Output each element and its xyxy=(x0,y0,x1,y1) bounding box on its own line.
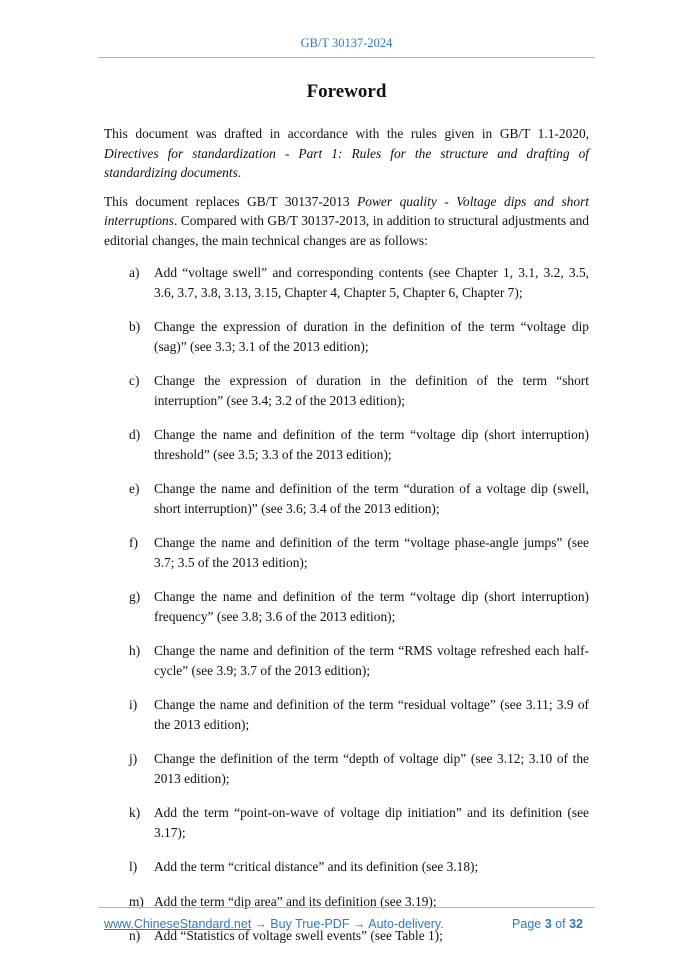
list-item xyxy=(104,371,589,410)
list-item xyxy=(104,695,589,734)
list-marker: i) xyxy=(129,697,138,712)
list-item-text: Change the name and definition of the term “RMS voltage refreshed each half-cycle” (see 3.9; 3.7 of the 2013 edition); xyxy=(154,643,589,678)
footer-divider xyxy=(98,907,595,908)
list-item xyxy=(104,857,589,877)
list-item-text: Change the expression of duration in the definition of the term “voltage dip (sag)” (see 3.3; 3.1 of the 2013 edition); xyxy=(154,319,589,354)
list-item-text: Add the term “critical distance” and its definition (see 3.18); xyxy=(154,859,479,874)
intro-text-2: . xyxy=(237,165,242,180)
list-marker: l) xyxy=(129,859,138,874)
list-marker: e) xyxy=(129,481,140,496)
list-item-text: Change the definition of the term “depth of voltage dip” (see 3.12; 3.10 of the 2013 edition); xyxy=(154,751,589,786)
list-item xyxy=(104,892,589,912)
list-item-text: Change the name and definition of the term “voltage phase-angle jumps” (see 3.7; 3.5 of the 2013 edition); xyxy=(154,535,589,570)
page-label: Page xyxy=(512,917,542,931)
list-marker: h) xyxy=(129,643,141,658)
list-item xyxy=(104,263,589,302)
page-title: Foreword xyxy=(306,81,387,102)
list-marker: j) xyxy=(129,751,138,766)
list-marker: a) xyxy=(129,265,140,280)
list-item xyxy=(104,317,589,356)
page-footer xyxy=(104,917,589,931)
list-item-text: Change the name and definition of the term “voltage dip (short interruption) frequency” (see 3.8; 3.6 of the 2013 edition); xyxy=(154,589,589,624)
intro-italic-title: Directives for standardization - Part 1: Rules for the structure and drafting of standardizing documents xyxy=(104,145,589,180)
list-marker: g) xyxy=(129,589,141,604)
list-item-text: Add the term “point-on-wave of voltage dip initiation” and its definition (see 3.17); xyxy=(154,805,589,840)
list-item xyxy=(104,803,589,842)
list-item-text: Change the name and definition of the term “voltage dip (short interruption) threshold” (see 3.5; 3.3 of the 2013 edition); xyxy=(154,427,589,462)
replacement-paragraph xyxy=(104,192,589,251)
list-item-text: Add “Statistics of voltage swell events” (see Table 1); xyxy=(154,928,443,943)
list-item-text: Change the expression of duration in the definition of the term “short interruption” (see 3.4; 3.2 of the 2013 edition); xyxy=(154,373,589,408)
list-item-text: Change the name and definition of the term “duration of a voltage dip (swell, short interruption)” (see 3.6; 3.4 of the 2013 edition); xyxy=(154,481,589,516)
of-label: of xyxy=(555,917,566,931)
running-header: GB/T 30137-2024 xyxy=(300,36,393,50)
replacement-italic-title: Power quality - Voltage dips and short interruptions xyxy=(104,193,590,228)
replacement-text-1: This document replaces GB/T 30137-2013 xyxy=(104,193,358,209)
website-link[interactable]: www.ChineseStandard.net xyxy=(104,917,252,931)
list-item xyxy=(104,425,589,464)
list-item-text: Change the name and definition of the term “residual voltage” (see 3.11; 3.9 of the 2013 edition); xyxy=(154,697,589,732)
replacement-text-2: . Compared with GB/T 30137-2013, in addition to structural adjustments and editorial changes, the main technical changes are as follows: xyxy=(104,213,589,248)
list-item xyxy=(104,641,589,680)
list-item-text: Add the term “dip area” and its definition (see 3.19); xyxy=(154,893,437,909)
list-marker: n) xyxy=(129,928,141,943)
promo-text: → Buy True-PDF → Auto-delivery. xyxy=(254,917,444,931)
list-item xyxy=(104,587,589,626)
intro-paragraph xyxy=(104,124,589,183)
list-marker: b) xyxy=(129,319,141,334)
total-pages: 32 xyxy=(569,917,583,931)
document-body xyxy=(104,124,589,961)
list-marker: m) xyxy=(129,893,144,909)
list-item xyxy=(104,533,589,572)
list-item xyxy=(104,479,589,518)
list-marker: f) xyxy=(129,535,138,550)
page-number: 3 xyxy=(544,917,552,931)
header-divider xyxy=(98,57,595,58)
intro-text-1: This document was drafted in accordance with the rules given in GB/T 1.1-2020, xyxy=(104,126,589,141)
changes-list xyxy=(104,263,589,946)
list-item-text: Add “voltage swell” and corresponding contents (see Chapter 1, 3.1, 3.2, 3.5, 3.6, 3.7, 3.8, 3.13, 3.15, Chapter 4, Chapter 5, Chapter 6, Chapter 7); xyxy=(154,265,589,300)
list-marker: c) xyxy=(129,373,140,388)
list-item xyxy=(104,749,589,788)
list-marker: d) xyxy=(129,427,141,442)
page-indicator xyxy=(512,917,583,931)
list-marker: k) xyxy=(129,805,141,820)
